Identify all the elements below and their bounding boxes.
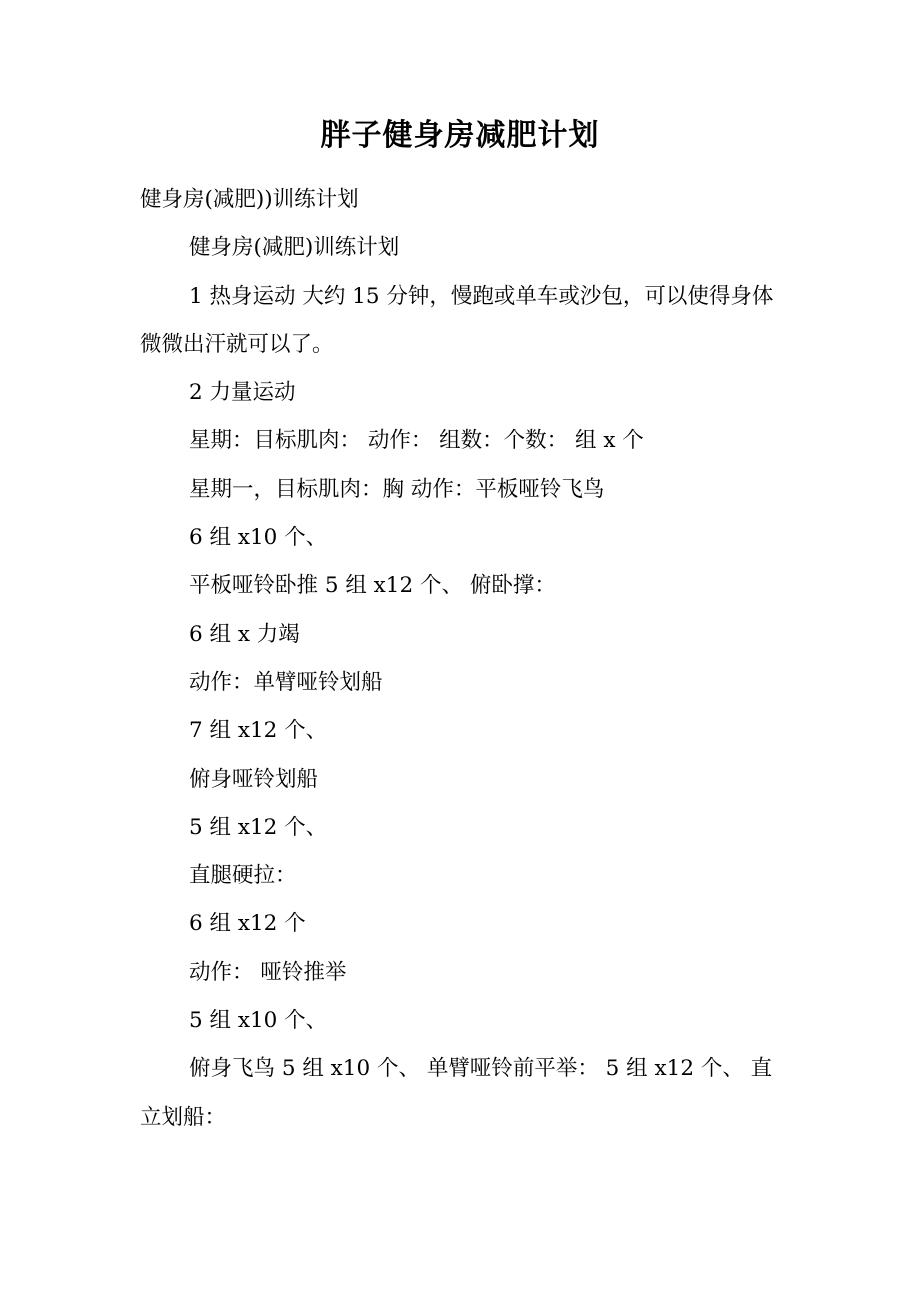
paragraph-line: 7 组 x12 个、 <box>189 718 328 744</box>
paragraph-line: 6 组 x10 个、 <box>189 525 328 551</box>
paragraph-table-header: 星期：目标肌肉： 动作： 组数：个数： 组 x 个 <box>189 428 644 454</box>
paragraph-line: 5 组 x12 个、 <box>189 814 328 840</box>
paragraph-line: 俯身飞鸟 5 组 x10 个、 单臂哑铃前平举： 5 组 x12 个、 直立划船： <box>140 1056 773 1130</box>
document-title: 胖子健身房减肥计划 <box>320 118 600 153</box>
paragraph-line: 6 组 x12 个 <box>189 911 306 937</box>
paragraph-subheading: 健身房(减肥)训练计划 <box>189 235 400 261</box>
paragraph-strength: 2 力量运动 <box>189 380 296 406</box>
paragraph-warmup: 1 热身运动 大约 15 分钟，慢跑或单车或沙包，可以使得身体微微出汗就可以了。 <box>140 283 774 357</box>
paragraph-line: 5 组 x10 个、 <box>189 1008 328 1034</box>
paragraph-line: 直腿硬拉： <box>189 863 297 889</box>
paragraph-line: 平板哑铃卧推 5 组 x12 个、 俯卧撑： <box>189 573 556 599</box>
document-body <box>140 176 785 1142</box>
paragraph-line: 6 组 x 力竭 <box>189 621 300 647</box>
paragraph-line: 动作：单臂哑铃划船 <box>189 669 383 695</box>
paragraph-line: 动作： 哑铃推举 <box>189 959 347 985</box>
paragraph-heading: 健身房(减肥))训练计划 <box>140 187 359 212</box>
paragraph-line: 俯身哑铃划船 <box>189 766 319 792</box>
paragraph-monday: 星期一，目标肌肉：胸 动作：平板哑铃飞鸟 <box>189 476 605 502</box>
